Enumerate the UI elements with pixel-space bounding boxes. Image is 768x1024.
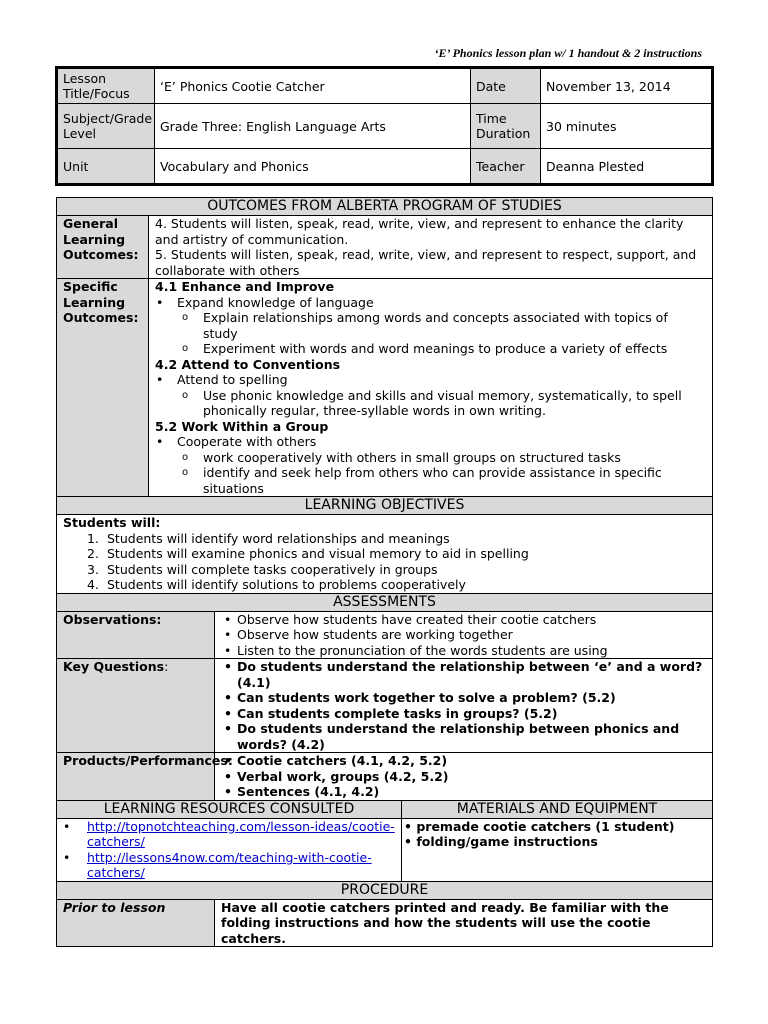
product-item: • Sentences (4.1, 4.2) xyxy=(221,784,706,800)
general-outcomes-label: General Learning Outcomes: xyxy=(57,216,149,279)
materials-list xyxy=(402,818,713,881)
observation-item: • Observe how students have created their cootie catchers xyxy=(221,612,706,628)
date-value: November 13, 2014 xyxy=(541,68,713,104)
outcome-5-2-title: 5.2 Work Within a Group xyxy=(155,418,329,434)
prior-to-lesson-text: Have all cootie catchers printed and ready. Be familiar with the folding instructions and how the students will use the cootie catchers. xyxy=(215,899,713,947)
objective-item: 2. Students will examine phonics and visual memory to aid in spelling xyxy=(87,546,529,561)
general-outcomes xyxy=(149,216,713,279)
unit-value: Vocabulary and Phonics xyxy=(155,149,471,185)
outcome-sub-bullet: o work cooperatively with others in small groups on structured tasks xyxy=(155,450,706,466)
subject-value: Grade Three: English Language Arts xyxy=(155,104,471,149)
key-questions-list xyxy=(215,659,713,753)
key-question-item: • Can students complete tasks in groups? (5.2) xyxy=(221,706,706,722)
assessments-heading: ASSESSMENTS xyxy=(57,593,713,611)
material-item: • folding/game instructions xyxy=(404,834,598,849)
outcome-sub-bullet: o Experiment with words and word meanings to produce a variety of effects xyxy=(155,341,706,357)
objective-item: 1. Students will identify word relationships and meanings xyxy=(87,530,450,546)
outcome-sub-bullet: o identify and seek help from others who can provide assistance in specific situations xyxy=(155,465,706,496)
time-label: Time Duration xyxy=(471,104,541,149)
key-question-item: • Do students understand the relationship between ‘e’ and a word? (4.1) xyxy=(221,659,706,690)
lesson-plan-table xyxy=(56,197,713,947)
specific-outcomes xyxy=(149,279,713,497)
outcome-bullet: • Expand knowledge of language xyxy=(155,295,706,311)
key-questions-label: Key Questions: xyxy=(57,659,215,753)
resource-item xyxy=(57,819,401,850)
procedure-heading: PROCEDURE xyxy=(57,881,713,899)
observations-label: Observations: xyxy=(57,611,215,659)
material-item: • premade cootie catchers (1 student) xyxy=(404,818,675,834)
outcome-sub-bullet: o Explain relationships among words and concepts associated with topics of study xyxy=(155,310,706,341)
teacher-value: Deanna Plested xyxy=(541,149,713,185)
resources-heading: LEARNING RESOURCES CONSULTED xyxy=(57,800,402,818)
specific-outcomes-label: Specific Learning Outcomes: xyxy=(57,279,149,497)
resource-link[interactable]: http://topnotchteaching.com/lesson-ideas/cootie-catchers/ xyxy=(87,818,395,849)
general-outcome-5: 5. Students will listen, speak, read, write, view, and represent to respect, support, and collaborate with others xyxy=(155,247,697,278)
general-outcome-4: 4. Students will listen, speak, read, write, view, and represent to enhance the clarity and artistry of communication. xyxy=(155,216,684,247)
observations-list xyxy=(215,611,713,659)
objectives-heading: LEARNING OBJECTIVES xyxy=(57,497,713,515)
date-label: Date xyxy=(471,68,541,104)
lesson-info-table xyxy=(55,66,714,186)
key-question-item: • Can students work together to solve a problem? (5.2) xyxy=(221,690,706,706)
objective-item: 3. Students will complete tasks cooperatively in groups xyxy=(87,561,438,577)
key-question-item: • Do students understand the relationship between phonics and words? (4.2) xyxy=(221,721,706,752)
materials-heading: MATERIALS AND EQUIPMENT xyxy=(402,800,713,818)
prior-to-lesson-label: Prior to lesson xyxy=(57,899,215,947)
resources-list xyxy=(57,818,402,881)
observation-item: • Listen to the pronunciation of the words students are using xyxy=(221,643,706,659)
outcome-4-1-title: 4.1 Enhance and Improve xyxy=(155,279,335,294)
resource-link[interactable]: http://lessons4now.com/teaching-with-cootie-catchers/ xyxy=(87,849,372,880)
products-label: Products/Performances: xyxy=(57,753,215,801)
objectives-content xyxy=(57,515,713,594)
outcome-sub-bullet: o Use phonic knowledge and skills and visual memory, systematically, to spell phonically regular, three-syllable words in own writing. xyxy=(155,388,706,419)
page-header: ‘E’ Phonics lesson plan w/ 1 handout & 2 instructions xyxy=(434,46,702,60)
lesson-title-label: Lesson Title/Focus xyxy=(57,68,155,104)
product-item: • Verbal work, groups (4.2, 5.2) xyxy=(221,769,706,785)
outcome-bullet: • Cooperate with others xyxy=(155,434,706,450)
subject-label: Subject/Grade Level xyxy=(57,104,155,149)
outcomes-heading: OUTCOMES FROM ALBERTA PROGRAM OF STUDIES xyxy=(57,198,713,216)
observation-item: • Observe how students are working together xyxy=(221,627,706,643)
lesson-title-value: ‘E’ Phonics Cootie Catcher xyxy=(155,68,471,104)
resource-item xyxy=(57,850,401,881)
time-value: 30 minutes xyxy=(541,104,713,149)
products-list xyxy=(215,753,713,801)
unit-label: Unit xyxy=(57,149,155,185)
teacher-label: Teacher xyxy=(471,149,541,185)
outcome-4-2-title: 4.2 Attend to Conventions xyxy=(155,356,341,372)
objective-item: 4. Students will identify solutions to problems cooperatively xyxy=(87,577,466,592)
objectives-intro: Students will: xyxy=(63,515,161,530)
product-item: • Cootie catchers (4.1, 4.2, 5.2) xyxy=(221,753,706,769)
outcome-bullet: • Attend to spelling xyxy=(155,372,706,388)
